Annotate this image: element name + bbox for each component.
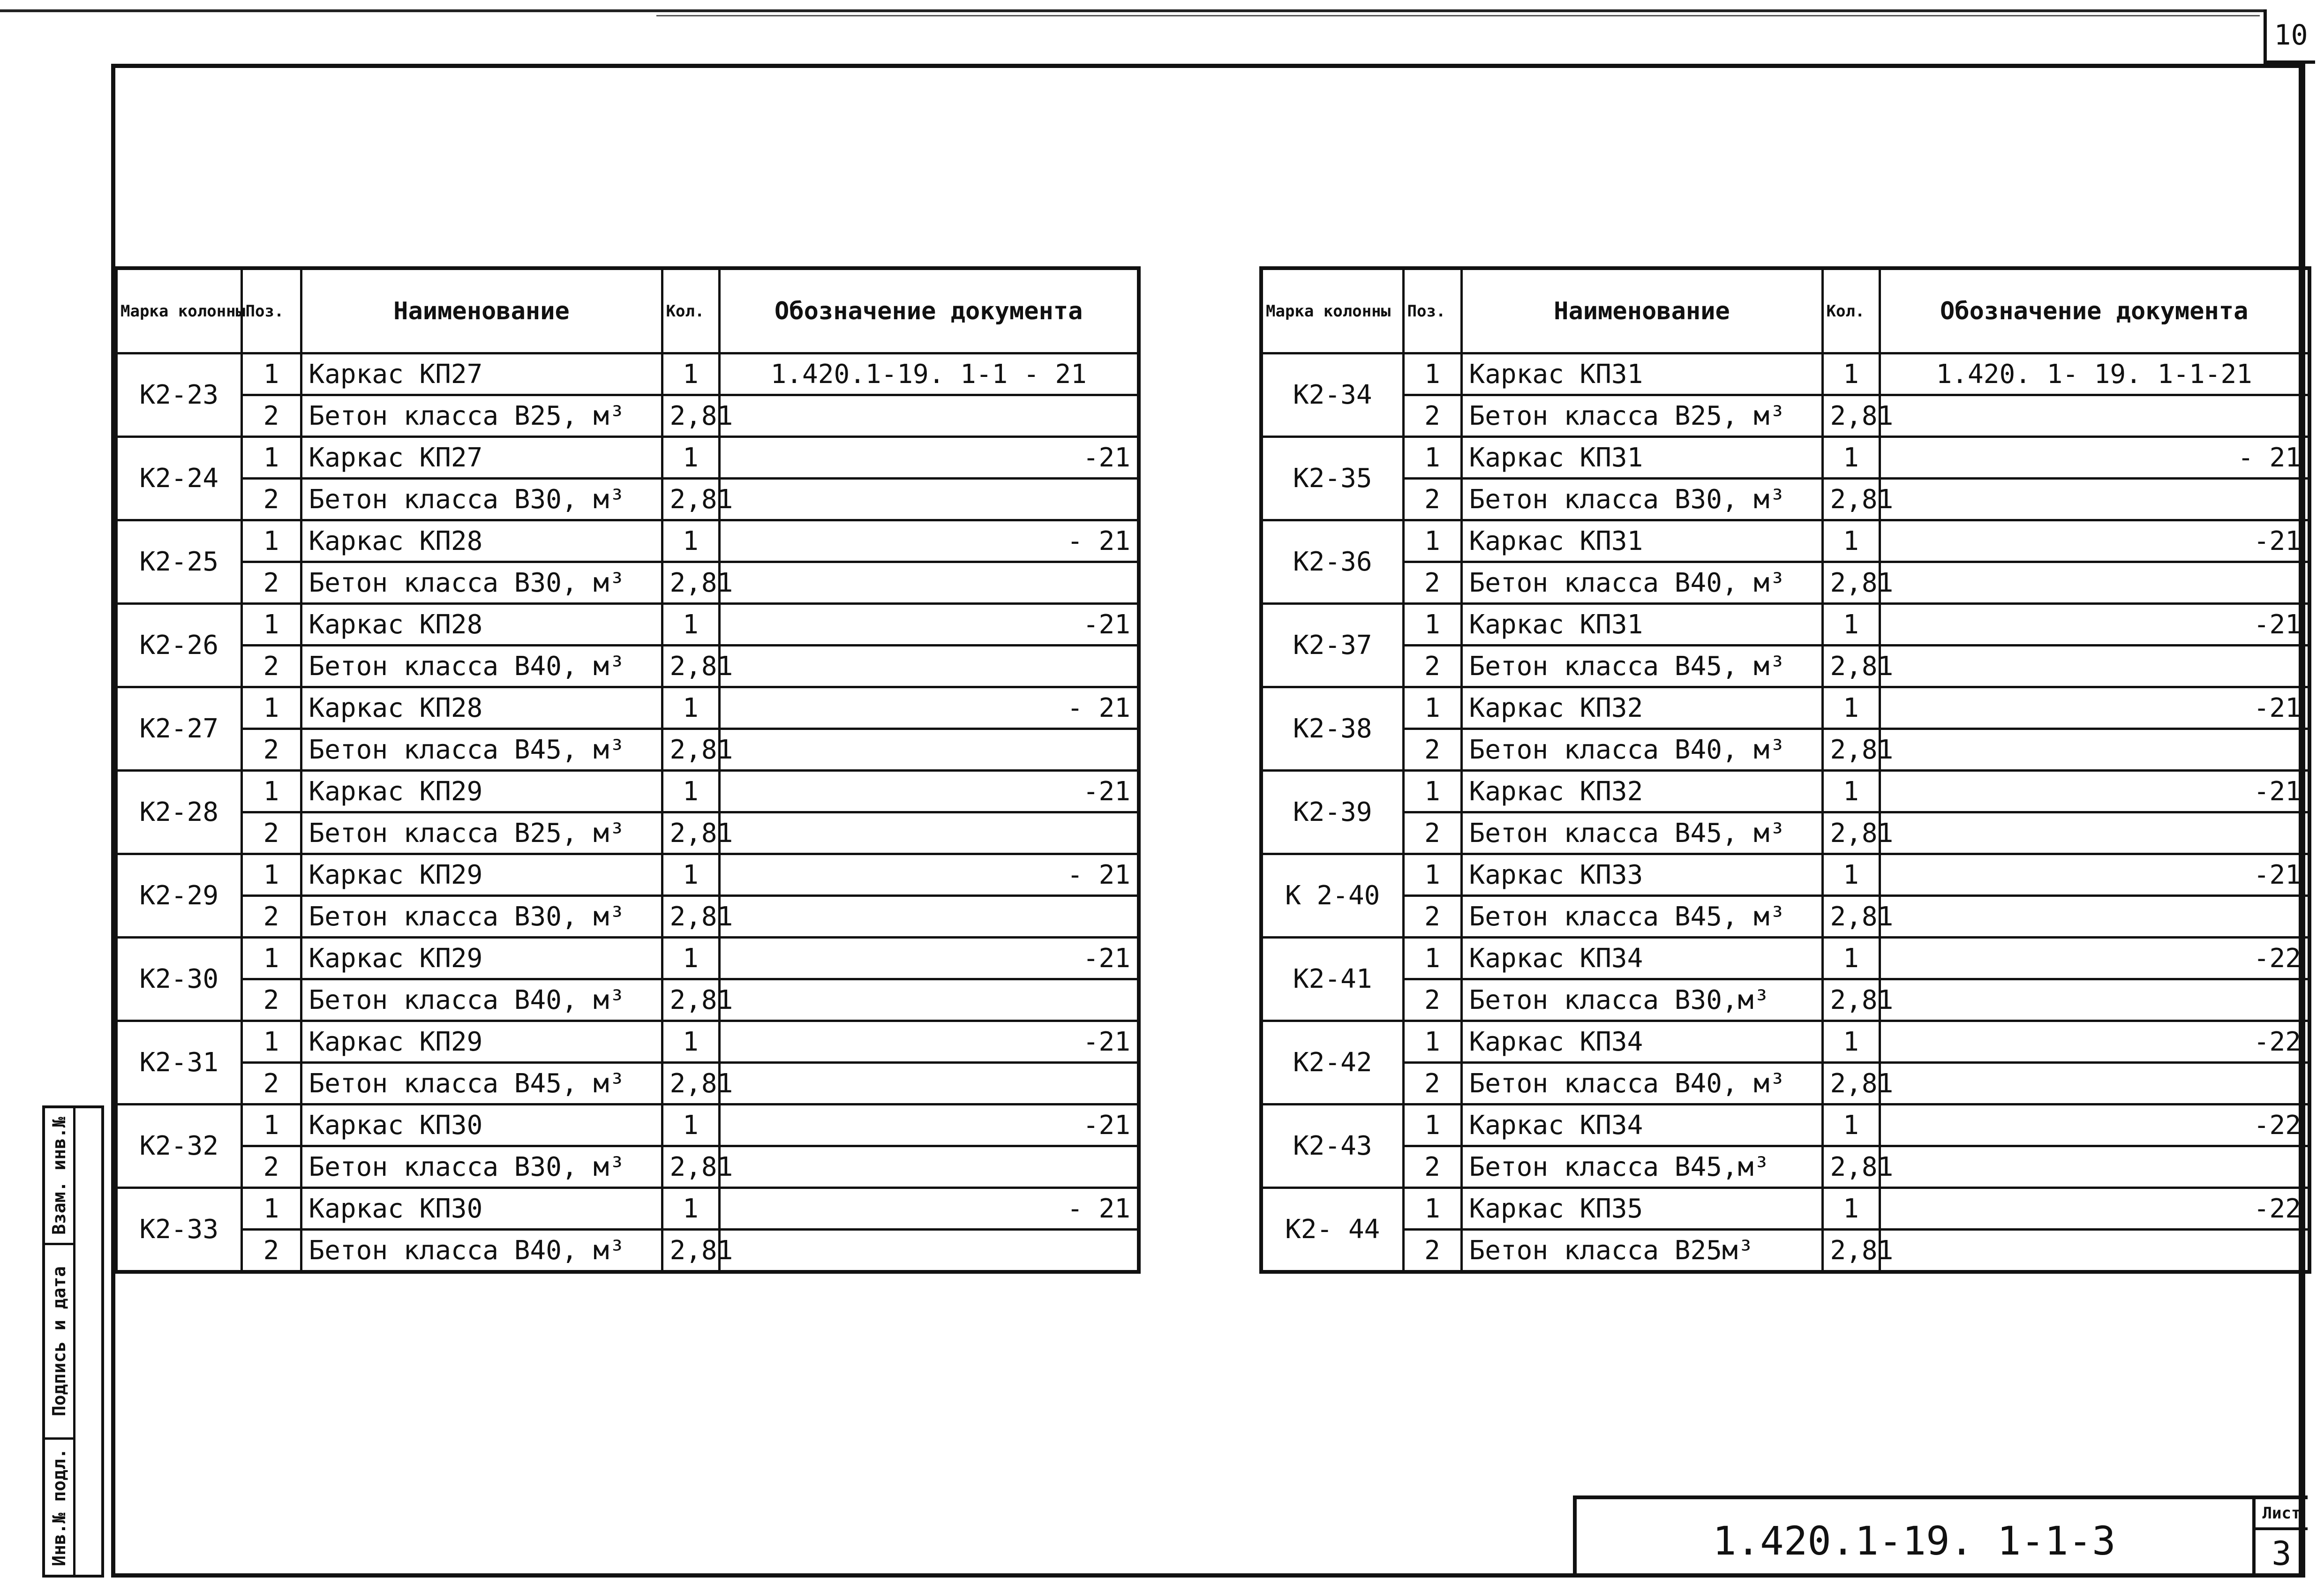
column-mark-cell: К2-37 <box>1261 604 1403 687</box>
sidebar-cell-replace <box>45 1108 73 1245</box>
item-name-cell: Каркас КП27 <box>301 437 662 479</box>
position-cell: 2 <box>1403 1063 1461 1105</box>
item-name-cell: Каркас КП35 <box>1461 1188 1822 1230</box>
item-name-cell: Каркас КП34 <box>1461 938 1822 979</box>
table-row <box>1261 1063 2309 1105</box>
position-cell: 2 <box>1403 395 1461 437</box>
quantity-cell: 2,81 <box>1822 646 1880 687</box>
column-mark-cell: К2-36 <box>1261 520 1403 604</box>
table-row <box>116 771 1139 812</box>
item-name-cell: Каркас КП29 <box>301 938 662 979</box>
table-row <box>1261 854 2309 896</box>
item-name-cell: Каркас КП27 <box>301 353 662 395</box>
table-row <box>116 520 1139 562</box>
position-cell: 2 <box>1403 646 1461 687</box>
position-cell: 2 <box>1403 1230 1461 1272</box>
document-ref-cell <box>1880 562 2309 604</box>
document-ref-cell <box>719 729 1139 771</box>
quantity-cell: 1 <box>662 353 719 395</box>
document-ref-cell <box>1880 1146 2309 1188</box>
top-border-line-thin <box>656 15 2260 16</box>
document-ref-cell: - 21 <box>1880 437 2309 479</box>
document-ref-cell <box>719 1146 1139 1188</box>
header-mark: Марка колонны <box>1261 268 1403 353</box>
column-mark-cell: К2- 44 <box>1261 1188 1403 1272</box>
quantity-cell: 2,81 <box>1822 896 1880 938</box>
column-mark-cell: К2-25 <box>116 520 241 604</box>
item-name-cell: Каркас КП29 <box>301 854 662 896</box>
item-name-cell: Бетон класса В45, м³ <box>1461 896 1822 938</box>
item-name-cell: Каркас КП34 <box>1461 1021 1822 1063</box>
document-ref-cell <box>1880 979 2309 1021</box>
document-ref-cell: -22 <box>1880 938 2309 979</box>
table-row <box>116 646 1139 687</box>
page-number: 10 <box>2264 9 2315 64</box>
document-ref-cell: - 21 <box>719 687 1139 729</box>
document-ref-cell: - 21 <box>719 1188 1139 1230</box>
item-name-cell: Бетон класса В25м³ <box>1461 1230 1822 1272</box>
document-ref-cell <box>719 479 1139 520</box>
spec-table-right <box>1259 266 2311 1274</box>
sidebar-divider <box>73 1108 75 1575</box>
table-row <box>1261 771 2309 812</box>
quantity-cell: 1 <box>662 687 719 729</box>
item-name-cell: Каркас КП31 <box>1461 353 1822 395</box>
quantity-cell: 2,81 <box>1822 395 1880 437</box>
quantity-cell: 2,81 <box>1822 729 1880 771</box>
quantity-cell: 2,81 <box>662 812 719 854</box>
table-row <box>1261 896 2309 938</box>
column-mark-cell: К2-41 <box>1261 938 1403 1021</box>
header-doc: Обозначение документа <box>719 268 1139 353</box>
column-mark-cell: К2-26 <box>116 604 241 687</box>
document-ref-cell <box>1880 1063 2309 1105</box>
position-cell: 2 <box>241 479 301 520</box>
table-row <box>116 1063 1139 1105</box>
quantity-cell: 1 <box>662 604 719 646</box>
document-ref-cell: -21 <box>1880 687 2309 729</box>
quantity-cell: 2,81 <box>662 1146 719 1188</box>
sidebar-label-signature-date: Подпись и дата <box>49 1266 69 1417</box>
table-row <box>116 812 1139 854</box>
position-cell: 2 <box>241 395 301 437</box>
approval-sidebar <box>42 1105 104 1578</box>
document-ref-cell <box>719 896 1139 938</box>
document-ref-cell: -21 <box>719 1021 1139 1063</box>
position-cell: 2 <box>241 729 301 771</box>
sheet-cell <box>2252 1499 2308 1578</box>
quantity-cell: 1 <box>662 437 719 479</box>
item-name-cell: Каркас КП30 <box>301 1188 662 1230</box>
quantity-cell: 2,81 <box>1822 1063 1880 1105</box>
column-mark-cell: К 2-40 <box>1261 854 1403 938</box>
sheet-number: 3 <box>2271 1534 2292 1573</box>
header-pos: Поз. <box>1403 268 1461 353</box>
item-name-cell: Бетон класса В25, м³ <box>301 395 662 437</box>
quantity-cell: 1 <box>1822 771 1880 812</box>
column-mark-cell: К2-30 <box>116 938 241 1021</box>
quantity-cell: 1 <box>1822 687 1880 729</box>
position-cell: 1 <box>241 437 301 479</box>
quantity-cell: 1 <box>1822 520 1880 562</box>
item-name-cell: Каркас КП33 <box>1461 854 1822 896</box>
table-row <box>116 896 1139 938</box>
table-header-row <box>116 268 1139 353</box>
sidebar-cell-inv <box>45 1440 73 1575</box>
document-ref-cell: 1.420.1-19. 1-1 - 21 <box>719 353 1139 395</box>
document-ref-cell: -21 <box>1880 604 2309 646</box>
sidebar-label-inv-no: Инв.№ подл. <box>49 1448 69 1566</box>
table-row <box>1261 729 2309 771</box>
position-cell: 1 <box>1403 353 1461 395</box>
item-name-cell: Бетон класса В40, м³ <box>301 646 662 687</box>
table-row <box>1261 979 2309 1021</box>
quantity-cell: 1 <box>662 854 719 896</box>
position-cell: 1 <box>241 687 301 729</box>
header-qty: Кол. <box>662 268 719 353</box>
position-cell: 2 <box>1403 812 1461 854</box>
document-ref-cell: -22 <box>1880 1105 2309 1146</box>
document-ref-cell: - 21 <box>719 520 1139 562</box>
document-ref-cell: -21 <box>1880 854 2309 896</box>
quantity-cell: 2,81 <box>662 979 719 1021</box>
position-cell: 1 <box>241 771 301 812</box>
table-row <box>116 395 1139 437</box>
position-cell: 1 <box>1403 1021 1461 1063</box>
position-cell: 2 <box>241 1230 301 1272</box>
document-code: 1.420.1-19. 1-1-3 <box>1713 1518 2116 1564</box>
header-mark: Марка колонны <box>116 268 241 353</box>
table-row <box>1261 562 2309 604</box>
item-name-cell: Бетон класса В40, м³ <box>1461 729 1822 771</box>
item-name-cell: Каркас КП31 <box>1461 437 1822 479</box>
document-ref-cell <box>719 395 1139 437</box>
document-ref-cell: -21 <box>1880 771 2309 812</box>
table-row <box>116 353 1139 395</box>
quantity-cell: 1 <box>1822 938 1880 979</box>
table-row <box>116 562 1139 604</box>
position-cell: 1 <box>241 938 301 979</box>
sheet-label: Лист <box>2256 1499 2308 1530</box>
item-name-cell: Каркас КП30 <box>301 1105 662 1146</box>
item-name-cell: Бетон класса В40, м³ <box>301 1230 662 1272</box>
table-row <box>116 687 1139 729</box>
table-row <box>116 1105 1139 1146</box>
quantity-cell: 1 <box>1822 353 1880 395</box>
sidebar-label-replace-inv: Взам. инв.№ <box>49 1116 69 1235</box>
table-row <box>116 1146 1139 1188</box>
table-header-row <box>1261 268 2309 353</box>
table-row <box>1261 353 2309 395</box>
document-ref-cell <box>719 979 1139 1021</box>
quantity-cell: 2,81 <box>662 646 719 687</box>
table-row <box>1261 1105 2309 1146</box>
position-cell: 1 <box>1403 771 1461 812</box>
quantity-cell: 2,81 <box>662 479 719 520</box>
quantity-cell: 2,81 <box>662 896 719 938</box>
table-row <box>1261 812 2309 854</box>
position-cell: 2 <box>1403 729 1461 771</box>
position-cell: 1 <box>241 1188 301 1230</box>
header-name: Наименование <box>301 268 662 353</box>
table-row <box>116 979 1139 1021</box>
document-ref-cell: 1.420. 1- 19. 1-1-21 <box>1880 353 2309 395</box>
document-ref-cell: -21 <box>719 437 1139 479</box>
sidebar-cell-signature <box>45 1245 73 1440</box>
item-name-cell: Бетон класса В25, м³ <box>301 812 662 854</box>
column-mark-cell: К2-34 <box>1261 353 1403 437</box>
item-name-cell: Бетон класса В30, м³ <box>301 562 662 604</box>
document-ref-cell: -22 <box>1880 1021 2309 1063</box>
item-name-cell: Каркас КП34 <box>1461 1105 1822 1146</box>
table-row <box>1261 604 2309 646</box>
quantity-cell: 1 <box>1822 1188 1880 1230</box>
quantity-cell: 1 <box>1822 1021 1880 1063</box>
quantity-cell: 2,81 <box>1822 1146 1880 1188</box>
quantity-cell: 2,81 <box>1822 812 1880 854</box>
column-mark-cell: К2-23 <box>116 353 241 437</box>
document-ref-cell <box>719 562 1139 604</box>
document-ref-cell: -21 <box>719 1105 1139 1146</box>
quantity-cell: 2,81 <box>662 729 719 771</box>
quantity-cell: 2,81 <box>1822 979 1880 1021</box>
column-mark-cell: К2-38 <box>1261 687 1403 771</box>
item-name-cell: Бетон класса В40, м³ <box>1461 1063 1822 1105</box>
header-name: Наименование <box>1461 268 1822 353</box>
quantity-cell: 2,81 <box>662 395 719 437</box>
position-cell: 2 <box>241 979 301 1021</box>
item-name-cell: Бетон класса В45, м³ <box>301 729 662 771</box>
item-name-cell: Каркас КП28 <box>301 520 662 562</box>
title-block <box>1573 1495 2308 1578</box>
table-row <box>1261 646 2309 687</box>
position-cell: 1 <box>241 520 301 562</box>
position-cell: 2 <box>241 1063 301 1105</box>
position-cell: 2 <box>1403 979 1461 1021</box>
column-mark-cell: К2-35 <box>1261 437 1403 520</box>
position-cell: 2 <box>241 812 301 854</box>
document-ref-cell: - 21 <box>719 854 1139 896</box>
item-name-cell: Бетон класса В45, м³ <box>1461 812 1822 854</box>
item-name-cell: Каркас КП32 <box>1461 687 1822 729</box>
position-cell: 1 <box>241 353 301 395</box>
header-pos: Поз. <box>241 268 301 353</box>
document-ref-cell <box>1880 646 2309 687</box>
table-row <box>116 1188 1139 1230</box>
item-name-cell: Бетон класса В40, м³ <box>301 979 662 1021</box>
quantity-cell: 1 <box>1822 604 1880 646</box>
document-ref-cell <box>719 1063 1139 1105</box>
table-row <box>116 479 1139 520</box>
document-ref-cell <box>1880 479 2309 520</box>
table-row <box>1261 1021 2309 1063</box>
document-ref-cell <box>1880 896 2309 938</box>
position-cell: 2 <box>241 1146 301 1188</box>
table-row <box>116 854 1139 896</box>
item-name-cell: Каркас КП29 <box>301 1021 662 1063</box>
table-row <box>1261 1146 2309 1188</box>
column-mark-cell: К2-42 <box>1261 1021 1403 1105</box>
table-row <box>116 437 1139 479</box>
item-name-cell: Бетон класса В30, м³ <box>301 1146 662 1188</box>
quantity-cell: 1 <box>1822 437 1880 479</box>
document-ref-cell: -21 <box>719 938 1139 979</box>
document-ref-cell <box>1880 729 2309 771</box>
position-cell: 2 <box>241 562 301 604</box>
header-qty: Кол. <box>1822 268 1880 353</box>
table-row <box>116 1021 1139 1063</box>
item-name-cell: Каркас КП32 <box>1461 771 1822 812</box>
position-cell: 2 <box>1403 1146 1461 1188</box>
document-ref-cell <box>1880 395 2309 437</box>
item-name-cell: Бетон класса В45,м³ <box>1461 1146 1822 1188</box>
document-ref-cell: -21 <box>1880 520 2309 562</box>
quantity-cell: 1 <box>662 1188 719 1230</box>
table-row <box>1261 437 2309 479</box>
table-row <box>1261 395 2309 437</box>
column-mark-cell: К2-24 <box>116 437 241 520</box>
table-row <box>1261 520 2309 562</box>
position-cell: 2 <box>1403 562 1461 604</box>
document-ref-cell: -22 <box>1880 1188 2309 1230</box>
column-mark-cell: К2-31 <box>116 1021 241 1105</box>
position-cell: 1 <box>1403 604 1461 646</box>
document-ref-cell: -21 <box>719 604 1139 646</box>
quantity-cell: 1 <box>662 938 719 979</box>
position-cell: 1 <box>241 1105 301 1146</box>
document-ref-cell <box>719 1230 1139 1272</box>
quantity-cell: 1 <box>662 771 719 812</box>
position-cell: 2 <box>241 646 301 687</box>
item-name-cell: Бетон класса В30, м³ <box>301 896 662 938</box>
column-mark-cell: К2-28 <box>116 771 241 854</box>
column-mark-cell: К2-43 <box>1261 1105 1403 1188</box>
item-name-cell: Бетон класса В40, м³ <box>1461 562 1822 604</box>
document-ref-cell <box>719 812 1139 854</box>
item-name-cell: Бетон класса В30, м³ <box>301 479 662 520</box>
column-mark-cell: К2-39 <box>1261 771 1403 854</box>
quantity-cell: 2,81 <box>662 562 719 604</box>
quantity-cell: 2,81 <box>1822 1230 1880 1272</box>
column-mark-cell: К2-32 <box>116 1105 241 1188</box>
position-cell: 2 <box>1403 896 1461 938</box>
quantity-cell: 2,81 <box>662 1230 719 1272</box>
position-cell: 2 <box>241 896 301 938</box>
quantity-cell: 1 <box>662 520 719 562</box>
position-cell: 1 <box>1403 1188 1461 1230</box>
item-name-cell: Каркас КП28 <box>301 687 662 729</box>
item-name-cell: Бетон класса В45, м³ <box>301 1063 662 1105</box>
column-mark-cell: К2-29 <box>116 854 241 938</box>
quantity-cell: 1 <box>662 1105 719 1146</box>
item-name-cell: Каркас КП31 <box>1461 604 1822 646</box>
position-cell: 1 <box>1403 437 1461 479</box>
quantity-cell: 2,81 <box>1822 562 1880 604</box>
quantity-cell: 1 <box>1822 1105 1880 1146</box>
table-row <box>1261 687 2309 729</box>
document-ref-cell <box>719 646 1139 687</box>
column-mark-cell: К2-33 <box>116 1188 241 1272</box>
table-row <box>1261 938 2309 979</box>
item-name-cell: Бетон класса В45, м³ <box>1461 646 1822 687</box>
document-ref-cell <box>1880 1230 2309 1272</box>
table-row <box>116 729 1139 771</box>
position-cell: 1 <box>1403 1105 1461 1146</box>
item-name-cell: Бетон класса В25, м³ <box>1461 395 1822 437</box>
quantity-cell: 1 <box>662 1021 719 1063</box>
position-cell: 1 <box>1403 854 1461 896</box>
table-row <box>1261 1188 2309 1230</box>
header-doc: Обозначение документа <box>1880 268 2309 353</box>
table-row <box>116 1230 1139 1272</box>
table-row <box>116 938 1139 979</box>
spec-table-left <box>114 266 1141 1274</box>
item-name-cell: Каркас КП28 <box>301 604 662 646</box>
column-mark-cell: К2-27 <box>116 687 241 771</box>
quantity-cell: 2,81 <box>662 1063 719 1105</box>
position-cell: 1 <box>241 1021 301 1063</box>
quantity-cell: 2,81 <box>1822 479 1880 520</box>
table-row <box>116 604 1139 646</box>
position-cell: 1 <box>241 854 301 896</box>
table-row <box>1261 479 2309 520</box>
position-cell: 2 <box>1403 479 1461 520</box>
top-border-line <box>0 9 2264 12</box>
item-name-cell: Каркас КП29 <box>301 771 662 812</box>
position-cell: 1 <box>1403 938 1461 979</box>
table-row <box>1261 1230 2309 1272</box>
document-ref-cell: -21 <box>719 771 1139 812</box>
position-cell: 1 <box>1403 520 1461 562</box>
item-name-cell: Каркас КП31 <box>1461 520 1822 562</box>
item-name-cell: Бетон класса В30,м³ <box>1461 979 1822 1021</box>
item-name-cell: Бетон класса В30, м³ <box>1461 479 1822 520</box>
quantity-cell: 1 <box>1822 854 1880 896</box>
position-cell: 1 <box>241 604 301 646</box>
position-cell: 1 <box>1403 687 1461 729</box>
document-ref-cell <box>1880 812 2309 854</box>
